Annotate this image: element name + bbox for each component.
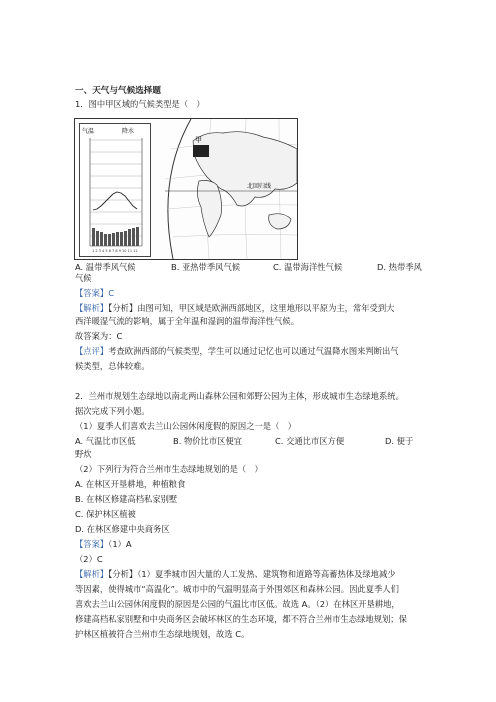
question-2-stem-1: 2．兰州市规划生态绿地以南北两山森林公园和郊野公园为主体，形成城市生态绿地系统。 [75, 391, 404, 401]
sub1-option-d: D. 便于 [385, 436, 414, 446]
q2-answer-line-2: （2）C [75, 554, 103, 564]
sub2-option-b: B. 在林区修建高档私家别墅 [75, 494, 178, 504]
q1-analysis-line-3: 故答案为：C [75, 331, 123, 341]
sub1-option-d-wrap: 野炊 [75, 449, 92, 459]
q2-analysis-line-4: 修建高档私家别墅和中央商务区会破坏林区的生态环境，都不符合兰州市生态绿地规划；保 [75, 614, 407, 624]
tropic-label: 北回归线 [247, 183, 272, 190]
sub2-option-c: C. 保护林区植被 [75, 509, 136, 519]
q2-answer-line-1: 【答案】（1）A [75, 539, 132, 549]
sub-question-1: （1）夏季人们喜欢去兰山公园休闲度假的原因之一是（ ） [75, 421, 296, 431]
option-d: D. 热带季风 [377, 262, 422, 272]
sub1-option-a: A. 气温比市区低 [75, 436, 136, 446]
map-label-jia: 甲 [195, 136, 202, 144]
q1-analysis-line-1: 【解析】【分析】由图可知，甲区域是欧洲西部地区，这里地形以平原为主，常年受到大 [75, 303, 395, 313]
sub-question-2: （2）下列行为符合兰州市生态绿地规划的是（ ） [75, 464, 263, 474]
question-1-stem: 1．图中甲区域的气候类型是（ ） [75, 99, 205, 109]
temperature-label: 气温 [82, 128, 95, 135]
sub1-option-b: B. 物价比市区便宜 [173, 436, 243, 446]
sub1-option-c: C. 交通比市区方便 [275, 436, 345, 446]
sub-question-1-options [75, 436, 435, 447]
q1-comment-line-2: 候类型，总体较难。 [75, 361, 150, 371]
q2-analysis-line-1: 【解析】【分析】（1）夏季城市因大量的人工发热、建筑物和道路等高蓄热体及绿地减少 [75, 569, 396, 579]
q2-analysis-line-3: 喜欢去兰山公园休闲度假的原因是公园的气温比市区低。故选 A。（2）在林区开垦耕地， [75, 599, 400, 609]
question-2-stem-2: 据次完成下列小题。 [75, 406, 150, 416]
option-b: B. 亚热带季风气候 [171, 262, 241, 272]
q1-answer: 【答案】C [75, 288, 114, 298]
question-1-figure [74, 118, 298, 260]
sub2-option-d: D. 在林区修建中央商务区 [75, 524, 170, 534]
option-c: C. 温带海洋性气候 [273, 262, 343, 272]
question-1-options [75, 262, 435, 273]
option-a: A. 温带季风气候 [75, 262, 136, 272]
world-map [151, 119, 297, 259]
q2-analysis-line-5: 护林区植被符合兰州市生态绿地规划，故选 C。 [75, 629, 250, 639]
q2-analysis-line-2: 等因素，使得城市“高温化”。城市中的气温明显高于外围郊区和森林公园。因此夏季人们 [75, 584, 399, 594]
q1-comment-line-1: 【点评】考查欧洲西部的气候类型，学生可以通过记忆也可以通过气温降水图来判断出气 [75, 346, 399, 356]
sub2-option-a: A. 在林区开垦耕地，种植粮食 [75, 479, 186, 489]
svg-text:1 2 3 4 5 6 7 8 9 10 11 12: 1 2 3 4 5 6 7 8 9 10 11 12 [92, 249, 138, 253]
precipitation-label: 降水 [122, 128, 135, 135]
q1-analysis-line-2: 西洋暖湿气流的影响，属于全年温和湿润的温带海洋性气候。 [75, 316, 300, 326]
section-title: 一、天气与气候选择题 [75, 86, 161, 96]
climate-chart [79, 123, 151, 257]
option-d-wrap: 气候 [75, 273, 92, 283]
